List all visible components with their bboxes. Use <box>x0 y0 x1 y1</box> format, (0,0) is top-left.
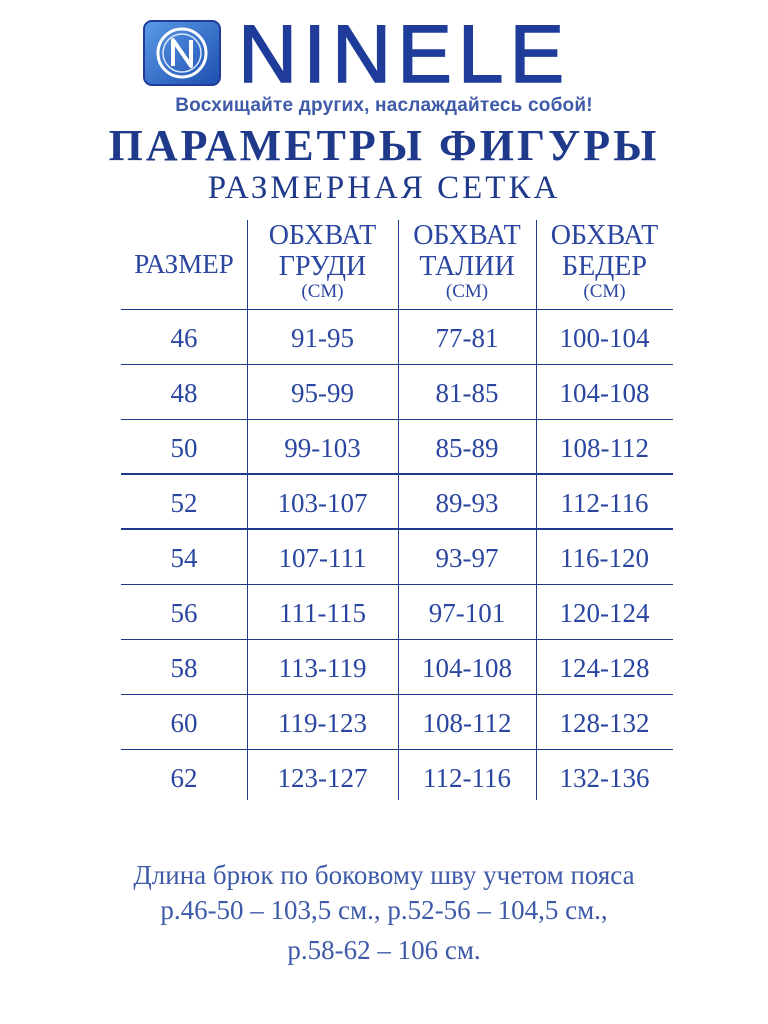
header-waist-unit: (СМ) <box>445 281 489 302</box>
header-waist-line2: ТАЛИИ <box>419 251 515 282</box>
table-row <box>121 365 673 420</box>
cell-size: 48 <box>170 378 198 408</box>
cell-chest: 111-115 <box>279 598 366 628</box>
cell-chest: 119-123 <box>278 708 367 738</box>
cell-waist: 108-112 <box>422 708 512 738</box>
table-row <box>121 695 673 750</box>
cell-hips: 120-124 <box>559 598 650 628</box>
brand-name: NINELE <box>238 9 571 100</box>
trouser-length-note-line2: р.46-50 – 103,5 см., р.52-56 – 104,5 см., <box>160 895 608 925</box>
brand-tagline: Восхищайте других, наслаждайтесь собой! <box>175 95 593 116</box>
table-row <box>121 640 673 695</box>
header-waist-line1: ОБХВАТ <box>413 220 521 251</box>
page-subtitle: РАЗМЕРНАЯ СЕТКА <box>207 170 561 206</box>
table-row <box>121 750 673 804</box>
header-hips-line1: ОБХВАТ <box>550 220 659 251</box>
cell-size: 60 <box>170 708 198 738</box>
brand-badge-icon <box>143 20 221 86</box>
table-row <box>121 420 673 475</box>
cell-waist: 97-101 <box>428 598 506 628</box>
cell-size: 62 <box>170 763 198 793</box>
brand-logo <box>143 9 643 100</box>
cell-size: 58 <box>170 653 198 683</box>
header-chest-line1: ОБХВАТ <box>268 220 377 251</box>
cell-waist: 112-116 <box>423 763 511 793</box>
cell-chest: 99-103 <box>284 433 361 463</box>
table-row <box>121 475 673 530</box>
cell-size: 56 <box>170 598 198 628</box>
page-title: ПАРАМЕТРЫ ФИГУРЫ <box>108 121 660 170</box>
cell-chest: 107-111 <box>278 543 367 573</box>
trouser-length-note-line3: р.58-62 – 106 см. <box>287 935 481 965</box>
cell-hips: 116-120 <box>560 543 649 573</box>
header-chest-line2: ГРУДИ <box>278 251 367 282</box>
cell-waist: 89-93 <box>435 488 499 518</box>
cell-hips: 132-136 <box>559 763 650 793</box>
cell-chest: 123-127 <box>277 763 368 793</box>
table-row <box>121 530 673 585</box>
cell-chest: 103-107 <box>277 488 368 518</box>
cell-size: 46 <box>170 323 198 353</box>
header-chest-unit: (СМ) <box>301 281 344 302</box>
header-waist <box>398 220 536 309</box>
table-row <box>121 585 673 640</box>
cell-hips: 100-104 <box>559 323 650 353</box>
header-hips-unit: (СМ) <box>583 281 626 302</box>
cell-size: 54 <box>170 543 198 573</box>
header-hips <box>536 220 673 309</box>
size-chart-table <box>121 220 673 804</box>
cell-waist: 93-97 <box>435 543 499 573</box>
trouser-length-note-line1: Длина брюк по боковому шву учетом пояса <box>133 860 635 890</box>
cell-hips: 108-112 <box>560 433 649 463</box>
cell-size: 52 <box>170 488 198 518</box>
header-size: РАЗМЕР <box>134 249 234 279</box>
cell-waist: 77-81 <box>435 323 499 353</box>
cell-chest: 113-119 <box>278 653 367 683</box>
cell-hips: 124-128 <box>559 653 650 683</box>
header-hips-line2: БЕДЕР <box>562 251 647 282</box>
cell-hips: 128-132 <box>559 708 650 738</box>
cell-waist: 81-85 <box>435 378 499 408</box>
cell-waist: 85-89 <box>435 433 499 463</box>
cell-hips: 104-108 <box>559 378 650 408</box>
cell-size: 50 <box>170 433 198 463</box>
header-chest <box>247 220 398 309</box>
cell-chest: 91-95 <box>291 323 354 353</box>
table-row <box>121 310 673 365</box>
cell-hips: 112-116 <box>560 488 649 518</box>
table-header <box>121 220 673 310</box>
cell-chest: 95-99 <box>291 378 354 408</box>
cell-waist: 104-108 <box>422 653 512 683</box>
